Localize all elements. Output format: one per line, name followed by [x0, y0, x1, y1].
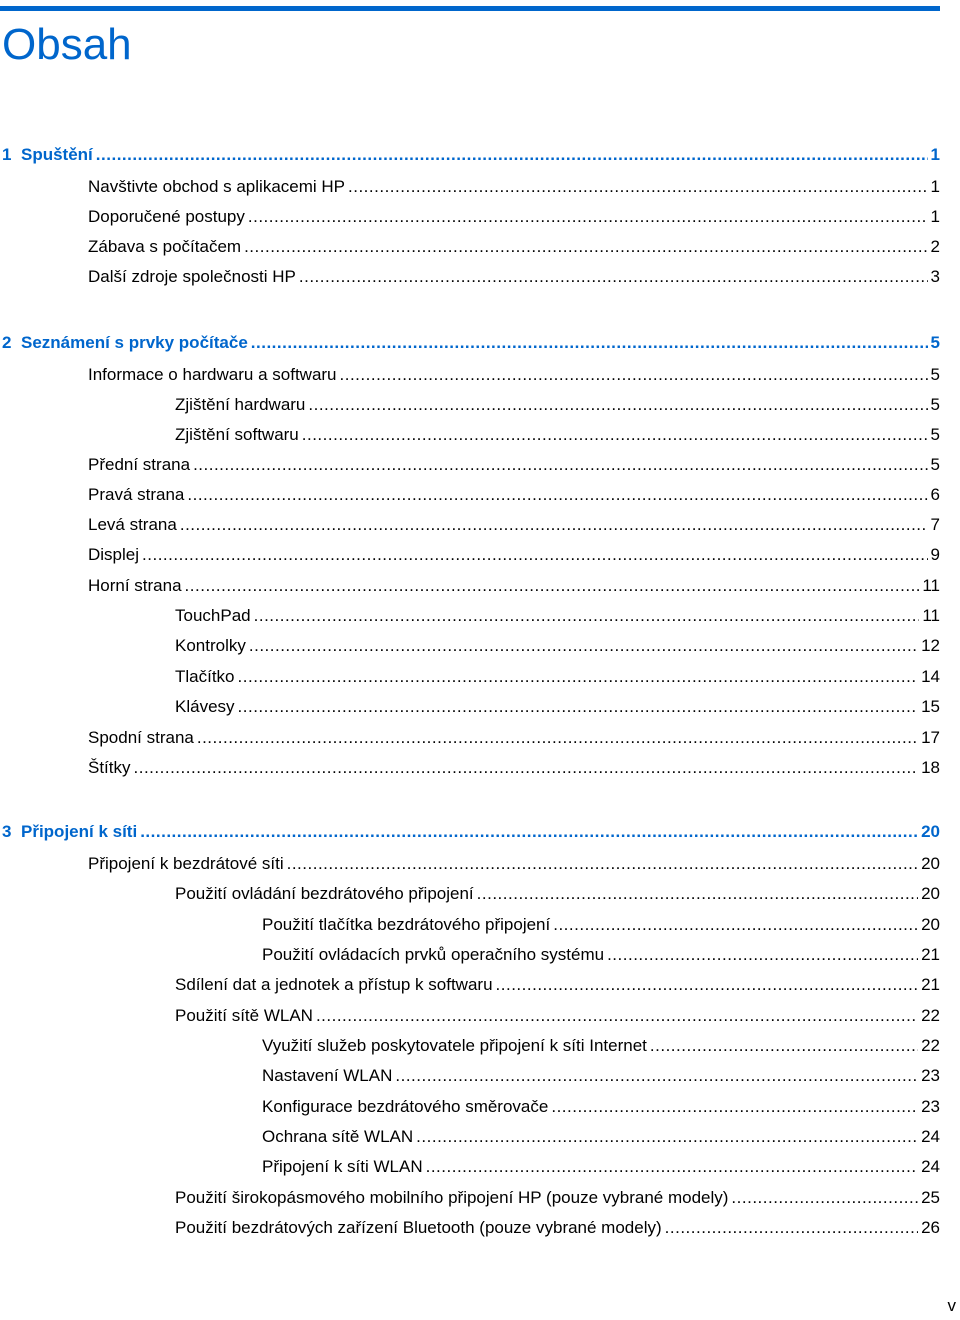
toc-entry[interactable]	[88, 453, 940, 477]
toc-page-number: 20	[921, 915, 940, 934]
toc-entry-label: Připojení k síti WLAN	[262, 1157, 423, 1176]
toc-entry[interactable]	[88, 235, 940, 259]
toc-page-number: 1	[930, 177, 940, 196]
toc-entry[interactable]	[88, 363, 940, 387]
dot-leader	[287, 852, 918, 876]
toc-entry[interactable]	[175, 665, 940, 689]
toc-page-number: 5	[930, 333, 940, 352]
dot-leader	[96, 143, 928, 167]
toc-page-number: 22	[921, 1036, 940, 1055]
dot-leader	[316, 1004, 918, 1028]
toc-entry-label: Displej	[88, 545, 140, 564]
toc-page-number: 12	[921, 636, 940, 655]
toc-entry[interactable]	[175, 604, 940, 628]
toc-entry-label: Horní strana	[88, 576, 182, 595]
toc-entry-label: Spodní strana	[88, 728, 194, 747]
toc-entry-label: Seznámení s prvky počítače	[21, 333, 248, 352]
dot-leader	[244, 235, 927, 259]
toc-entry[interactable]	[175, 1216, 940, 1240]
toc-chapter-entry[interactable]	[2, 143, 940, 167]
toc-entry-label: Použití širokopásmového mobilního připojení HP (pouze vybrané modely)	[175, 1188, 729, 1207]
toc-entry[interactable]	[88, 543, 940, 567]
toc-entry-label: Použití ovládání bezdrátového připojení	[175, 884, 474, 903]
toc-entry[interactable]	[88, 265, 940, 289]
toc-page-number: 2	[930, 237, 940, 256]
toc-page-number: 21	[921, 975, 940, 994]
toc-entry[interactable]	[262, 943, 940, 967]
toc-entry-label: Informace o hardwaru a softwaru	[88, 365, 337, 384]
toc-page-number: 14	[921, 667, 940, 686]
dot-leader	[142, 543, 928, 567]
toc-page-number: 5	[930, 455, 940, 474]
toc-entry-label: Doporučené postupy	[88, 207, 245, 226]
toc-page-number: 11	[922, 576, 940, 595]
toc-entry-label: Použití bezdrátových zařízení Bluetooth (pouze vybrané modely)	[175, 1218, 662, 1237]
toc-page-number: 23	[921, 1066, 940, 1085]
dot-leader	[477, 882, 918, 906]
page-title: Obsah	[2, 20, 132, 69]
toc-page-number: 22	[921, 1006, 940, 1025]
toc-page-number: 18	[921, 758, 940, 777]
toc-entry-label: Zjištění hardwaru	[175, 395, 306, 414]
toc-page-number: 20	[921, 854, 940, 873]
dot-leader	[416, 1125, 918, 1149]
dot-leader	[731, 1186, 918, 1210]
dot-leader	[140, 820, 918, 844]
dot-leader	[348, 175, 928, 199]
dot-leader	[197, 726, 918, 750]
toc-entry-label: Ochrana sítě WLAN	[262, 1127, 414, 1146]
toc-page-number: 23	[921, 1097, 940, 1116]
toc-entry[interactable]	[175, 973, 940, 997]
toc-entry[interactable]	[175, 1186, 940, 1210]
dot-leader	[650, 1034, 918, 1058]
toc-entry-label: Štítky	[88, 758, 131, 777]
toc-page-number: 5	[930, 425, 940, 444]
toc-entry-label: Kontrolky	[175, 636, 246, 655]
dot-leader	[308, 393, 927, 417]
toc-page-number: 7	[930, 515, 940, 534]
dot-leader	[426, 1155, 918, 1179]
dot-leader	[551, 1095, 918, 1119]
toc-page-number: 3	[930, 267, 940, 286]
toc-entry-label: Nastavení WLAN	[262, 1066, 393, 1085]
toc-chapter-entry[interactable]	[2, 331, 940, 355]
toc-entry[interactable]	[88, 483, 940, 507]
toc-entry-label: Připojení k bezdrátové síti	[88, 854, 284, 873]
toc-entry-label: Sdílení dat a jednotek a přístup k softwaru	[175, 975, 493, 994]
toc-entry[interactable]	[88, 175, 940, 199]
toc-page-number: 1	[930, 207, 940, 226]
dot-leader	[134, 756, 919, 780]
toc-entry-label: Klávesy	[175, 697, 235, 716]
toc-page-number: 24	[921, 1127, 940, 1146]
toc-entry-label: TouchPad	[175, 606, 251, 625]
toc-entry[interactable]	[175, 1004, 940, 1028]
toc-entry-label: Použití sítě WLAN	[175, 1006, 313, 1025]
dot-leader	[193, 453, 927, 477]
dot-leader	[496, 973, 919, 997]
toc-entry-label: Použití ovládacích prvků operačního systému	[262, 945, 605, 964]
toc-entry[interactable]	[262, 913, 940, 937]
toc-page-number: 11	[922, 606, 940, 625]
toc-entry[interactable]	[88, 574, 940, 598]
toc-page-number: 24	[921, 1157, 940, 1176]
toc-page-number: 5	[930, 395, 940, 414]
toc-entry-label: Spuštění	[21, 145, 93, 164]
dot-leader	[395, 1064, 918, 1088]
toc-page-number: 6	[930, 485, 940, 504]
toc-entry-label: Použití tlačítka bezdrátového připojení	[262, 915, 551, 934]
toc-entry[interactable]	[262, 1155, 940, 1179]
dot-leader	[340, 363, 928, 387]
toc-entry[interactable]	[262, 1125, 940, 1149]
toc-entry-label: Připojení k síti	[21, 822, 138, 841]
toc-entry[interactable]	[175, 634, 940, 658]
toc-entry[interactable]	[88, 756, 940, 780]
toc-entry[interactable]	[175, 393, 940, 417]
toc-page-number: 17	[921, 728, 940, 747]
chapter-number: 1	[2, 145, 12, 164]
toc-entry[interactable]	[88, 205, 940, 229]
toc-page-number: 9	[930, 545, 940, 564]
toc-entry[interactable]	[88, 726, 940, 750]
dot-leader	[248, 205, 928, 229]
toc-chapter-entry[interactable]	[2, 820, 940, 844]
toc-page-number: 20	[921, 884, 940, 903]
dot-leader	[302, 423, 928, 447]
dot-leader	[665, 1216, 918, 1240]
toc-entry[interactable]	[262, 1095, 940, 1119]
toc-entry-label: Levá strana	[88, 515, 177, 534]
toc-page-number: 26	[921, 1218, 940, 1237]
dot-leader	[553, 913, 918, 937]
dot-leader	[185, 574, 920, 598]
toc-entry[interactable]	[262, 1034, 940, 1058]
toc-entry[interactable]	[175, 882, 940, 906]
toc-entry-label: Navštivte obchod s aplikacemi HP	[88, 177, 346, 196]
toc-entry-label: Konfigurace bezdrátového směrovače	[262, 1097, 549, 1116]
chapter-number: 2	[2, 333, 12, 352]
toc-page-number: 5	[930, 365, 940, 384]
toc-entry[interactable]	[88, 513, 940, 537]
page-number: v	[947, 1296, 956, 1315]
dot-leader	[607, 943, 918, 967]
toc-page-number: 15	[921, 697, 940, 716]
dot-leader	[249, 634, 918, 658]
toc-entry[interactable]	[88, 852, 940, 876]
dot-leader	[251, 331, 928, 355]
toc-page-number: 20	[921, 822, 940, 841]
toc-entry-label: Pravá strana	[88, 485, 185, 504]
toc-entry[interactable]	[175, 423, 940, 447]
dot-leader	[238, 665, 919, 689]
toc-entry-label: Zábava s počítačem	[88, 237, 242, 256]
toc-entry-label: Přední strana	[88, 455, 191, 474]
dot-leader	[254, 604, 920, 628]
toc-entry-label: Další zdroje společnosti HP	[88, 267, 296, 286]
dot-leader	[238, 695, 919, 719]
toc-page-number: 21	[921, 945, 940, 964]
toc-entry-label: Využití služeb poskytovatele připojení k síti Internet	[262, 1036, 647, 1055]
toc-entry[interactable]	[175, 695, 940, 719]
dot-leader	[299, 265, 928, 289]
toc-entry[interactable]	[262, 1064, 940, 1088]
toc-entry-label: Zjištění softwaru	[175, 425, 299, 444]
toc-entry-label: Tlačítko	[175, 667, 235, 686]
toc-page-number: 25	[921, 1188, 940, 1207]
dot-leader	[187, 483, 927, 507]
chapter-number: 3	[2, 822, 12, 841]
toc-page-number: 1	[930, 145, 940, 164]
dot-leader	[180, 513, 928, 537]
